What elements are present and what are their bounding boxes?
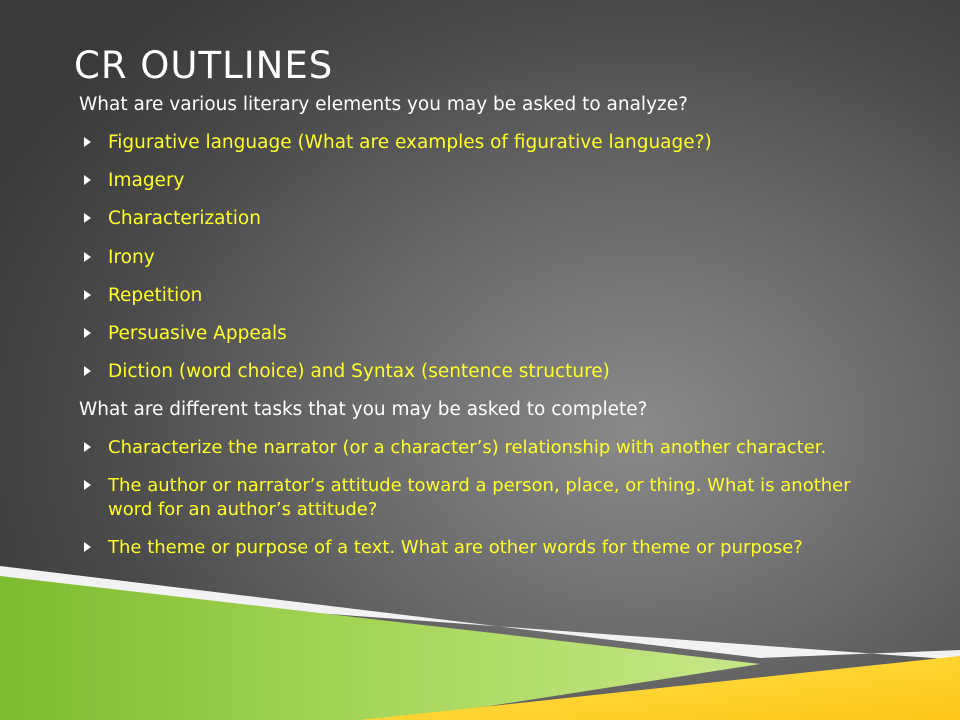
bullet-text: Irony: [108, 247, 155, 268]
section-heading-tasks: What are different tasks that you may be asked to complete?: [79, 399, 648, 420]
bullet-text: The theme or purpose of a text. What are other words for theme or purpose?: [108, 537, 803, 558]
section-heading-elements: What are various literary elements you may be asked to analyze?: [79, 94, 688, 115]
bullet-text: Characterization: [108, 208, 261, 229]
bullet-text: The author or narrator’s attitude toward a person, place, or thing. What is another word for an author’s attitude?: [108, 475, 851, 520]
slide-title: CR OUTLINES: [74, 44, 334, 87]
bullet-text: Imagery: [108, 170, 185, 191]
bullet-text: Characterize the narrator (or a character’s) relationship with another character.: [108, 437, 827, 458]
bullet-text: Figurative language (What are examples of figurative language?): [108, 132, 712, 153]
bullet-text: Persuasive Appeals: [108, 323, 287, 344]
bullet-text: Diction (word choice) and Syntax (sentence structure): [108, 361, 610, 382]
bullet-text: Repetition: [108, 285, 203, 306]
